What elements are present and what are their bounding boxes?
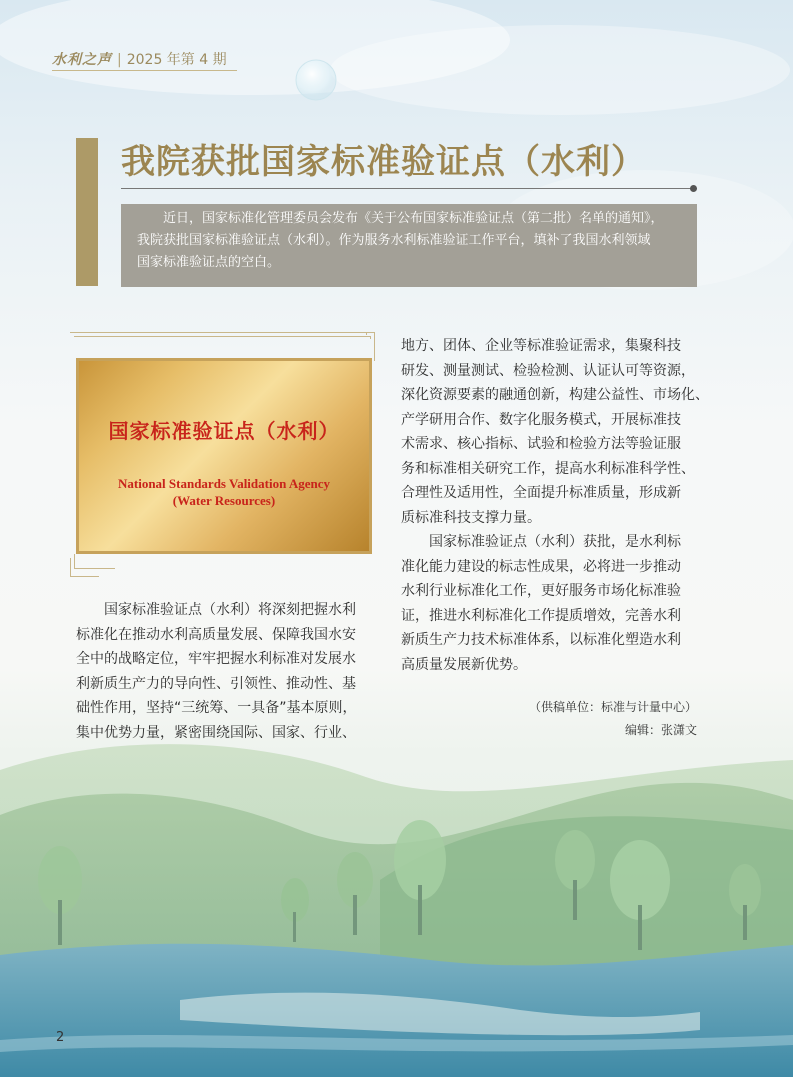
body-line: 研发、测量测试、检验检测、认证认可等资源， xyxy=(401,362,695,379)
body-line: 地方、团体、企业等标准验证需求，集聚科技 xyxy=(401,338,681,354)
title-rule-dot xyxy=(690,185,697,192)
plaque-title-en-line: National Standards Validation Agency xyxy=(117,476,331,491)
article-abstract xyxy=(121,204,697,287)
body-line: 合理性及适用性，全面提升标准质量，形成新 xyxy=(401,485,681,501)
body-line: 利新质生产力的导向性、引领性、推动性、基 xyxy=(76,675,356,692)
title-rule xyxy=(121,188,697,189)
validation-plaque xyxy=(76,358,372,554)
body-line: 质标准科技支撑力量。 xyxy=(401,509,541,526)
body-line: 术需求、核心指标、试验和检验方法等验证服 xyxy=(401,436,681,452)
body-line: 产学研用合作、数字化服务模式，开展标准技 xyxy=(401,411,681,428)
page-number: 2 xyxy=(56,1030,65,1045)
body-line: 证，推进水利标准化工作提质增效，完善水利 xyxy=(401,607,681,624)
body-line: 国家标准验证点（水利）获批，是水利标 xyxy=(429,534,681,550)
body-line: 高质量发展新优势。 xyxy=(401,656,527,673)
abstract-line: 近日，国家标准化管理委员会发布《关于公布国家标准验证点（第二批）名单的通知》， xyxy=(163,211,664,226)
frame-corner xyxy=(74,554,115,569)
body-column-right xyxy=(401,334,709,677)
body-line: 集中优势力量，紧密围绕国际、国家、行业、 xyxy=(76,724,356,741)
body-line: 础性作用，坚持“三统筹、一具备”基本原则， xyxy=(76,700,357,716)
frame-line xyxy=(70,332,367,335)
plaque-title-en-line: (Water Resources) xyxy=(172,493,276,508)
body-column-left xyxy=(76,598,357,745)
credit-editor: 编辑：张潇文 xyxy=(624,723,697,737)
body-line: 新质生产力技术标准体系，以标准化塑造水利 xyxy=(401,632,681,648)
body-line: 准化能力建设的标志性成果，必将进一步推动 xyxy=(401,558,681,575)
frame-corner xyxy=(346,332,375,361)
header-separator: | xyxy=(117,52,122,68)
abstract-line: 我院获批国家标准验证点（水利）。作为服务水利标准验证工作平台，填补了我国水利领域 xyxy=(137,233,651,248)
body-line: 全中的战略定位，牢牢把握水利标准对发展水 xyxy=(76,651,356,667)
title-accent-bar xyxy=(76,138,98,286)
plaque-photo xyxy=(76,338,372,574)
issue-label: 2025 年第 4 期 xyxy=(126,52,227,68)
frame-line xyxy=(74,336,371,339)
plaque-title-en xyxy=(79,475,369,509)
abstract-line: 国家标准验证点的空白。 xyxy=(137,255,281,270)
running-header xyxy=(52,49,227,69)
body-line: 国家标准验证点（水利）将深刻把握水利 xyxy=(104,602,356,618)
credit-source: （供稿单位：标准与计量中心） xyxy=(528,700,697,714)
body-line: 深化资源要素的融通创新，构建公益性、市场化、 xyxy=(401,387,709,403)
water-droplet-icon xyxy=(296,60,336,100)
body-line: 务和标准相关研究工作，提高水利标准科学性、 xyxy=(401,460,695,477)
plaque-title-cn: 国家标准验证点（水利） xyxy=(108,419,340,443)
body-line: 标准化在推动水利高质量发展、保障我国水安 xyxy=(76,626,356,643)
body-line: 水利行业标准化工作，更好服务市场化标准验 xyxy=(401,583,681,599)
header-rule xyxy=(52,70,237,71)
article-title: 我院获批国家标准验证点（水利） xyxy=(121,142,646,182)
publication-brand: 水利之声 xyxy=(52,52,112,68)
